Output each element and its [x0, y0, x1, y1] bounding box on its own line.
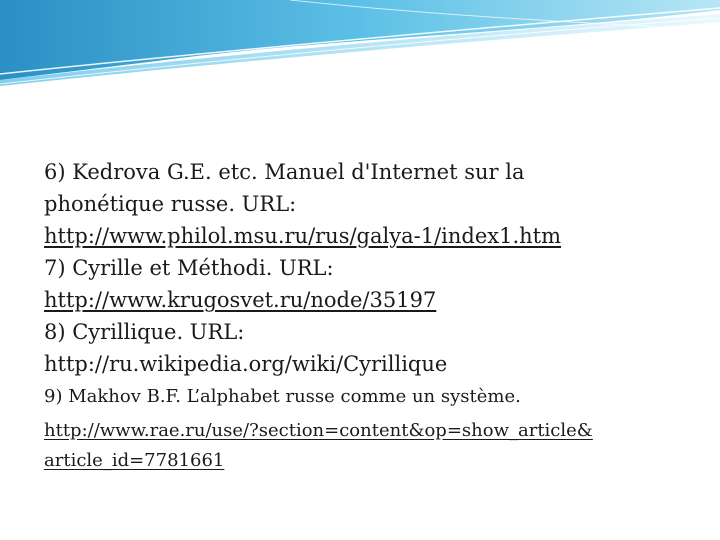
- reference-text-line: phonétique russe. URL:: [44, 192, 297, 216]
- reference-text-line: 7) Cyrille et Méthodi. URL:: [44, 256, 334, 280]
- reference-text-line: 6) Kedrova G.E. etc. Manuel d'Internet sur la: [44, 160, 525, 184]
- reference-link[interactable]: http://www.rae.ru/use/?section=content&op=show_article&: [44, 420, 593, 441]
- reference-url-text: http://ru.wikipedia.org/wiki/Cyrillique: [44, 352, 448, 376]
- reference-item-9: [44, 380, 694, 478]
- header-swoosh-decoration: [0, 0, 720, 90]
- reference-link[interactable]: http://www.krugosvet.ru/node/35197: [44, 288, 437, 312]
- reference-link-continuation[interactable]: article_id=7781661: [44, 450, 225, 471]
- reference-text-line: 9) Makhov B.F. L’alphabet russe comme un système.: [44, 386, 521, 407]
- reference-list: [44, 156, 694, 478]
- reference-item-6: [44, 156, 694, 252]
- reference-link[interactable]: http://www.philol.msu.ru/rus/galya-1/index1.htm: [44, 224, 562, 248]
- reference-item-8: [44, 316, 694, 380]
- reference-item-7: [44, 252, 694, 316]
- reference-text-line: 8) Cyrillique. URL:: [44, 320, 245, 344]
